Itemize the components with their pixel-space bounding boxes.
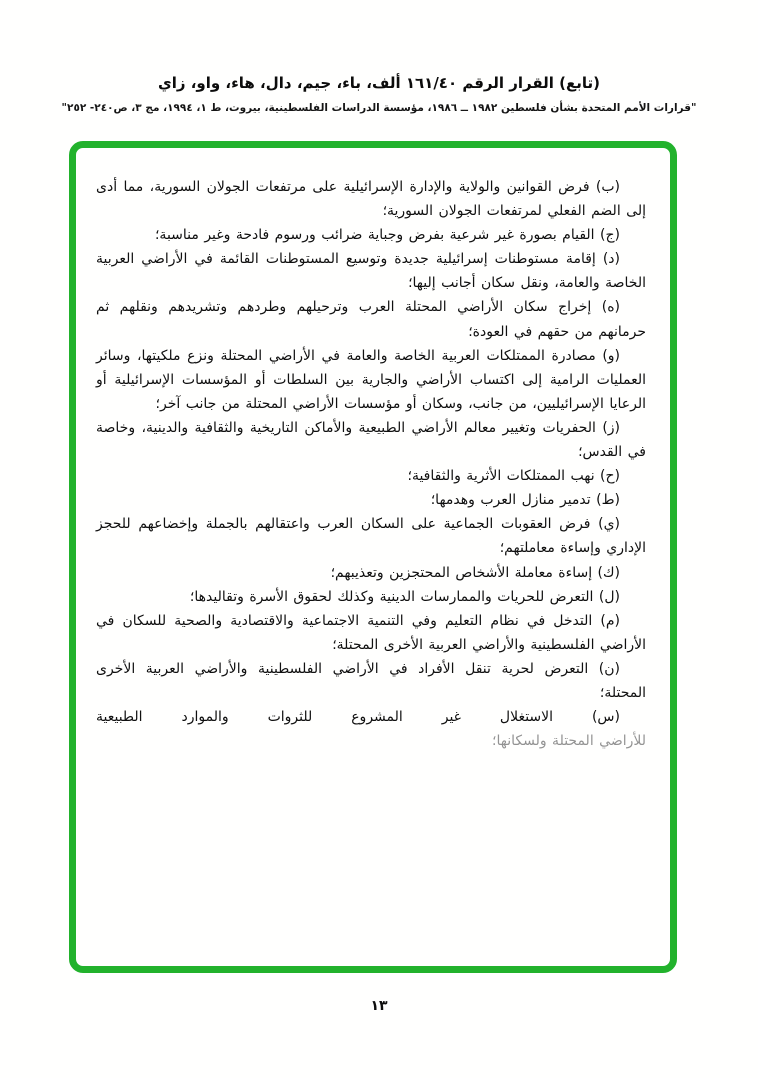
clause-kaf: (ك) إساءة معاملة الأشخاص المحتجزين وتعذيبهم؛ — [330, 564, 620, 581]
clause-hha: (ح) نهب الممتلكات الأثرية والثقافية؛ — [407, 468, 620, 485]
resolution-title: (تابع) القرار الرقم ١٦١/٤٠ ألف، باء، جيم، دال، هاء، واو، زاي — [157, 74, 601, 92]
clause-tta: (ط) تدمير منازل العرب وهدمها؛ — [430, 492, 620, 509]
clause-dal: (د) إقامة مستوطنات إسرائيلية جديدة وتوسيع المستوطنات القائمة في الأراضي العربية الخاصة والعامة، ونقل سكان أجانب إليها؛ — [96, 251, 646, 292]
clause-waw: (و) مصادرة الممتلكات العربية الخاصة والعامة في الأراضي المحتلة ونزع ملكيتها، وسائر العمليات الرامية إلى اكتساب الأراضي والجارية بين السلطات أو المؤسسات الإسرائيلية أو الرعايا الإسرائيليين، من جانب، وسكان أو مؤسسات الأراضي المحتلة من جانب آخر؛ — [96, 347, 646, 412]
clause-ba: (ب) فرض القوانين والولاية والإدارة الإسرائيلية على مرتفعات الجولان السورية، مما أدى إلى الضم الفعلي لمرتفعات الجولان السورية؛ — [96, 179, 646, 220]
clause-ha: (ه) إخراج سكان الأراضي المحتلة العرب وترحيلهم وطردهم وتشريدهم ونقلهم ثم حرمانهم من حقهم في العودة؛ — [96, 299, 646, 340]
resolution-body — [76, 148, 670, 966]
page-number: ١٣ — [370, 998, 388, 1014]
clause-ya: (ي) فرض العقوبات الجماعية على السكان العرب واعتقالهم بالجملة وإخضاعهم للحجز الإداري وإساءة معاملتهم؛ — [96, 516, 646, 557]
clause-sin: (س) الاستغلال غير المشروع للثروات والموارد الطبيعية — [96, 709, 620, 726]
clause-sin-continuation: للأراضي المحتلة ولسكانها؛ — [492, 733, 646, 750]
clause-mim: (م) التدخل في نظام التعليم وفي التنمية الاجتماعية والاقتصادية والصحية للسكان في الأراضي الفلسطينية والأراضي العربية الأخرى المحتلة؛ — [96, 612, 646, 653]
content-frame — [69, 141, 677, 973]
clause-jim: (ج) القيام بصورة غير شرعية بفرض وجباية ضرائب ورسوم فادحة وغير مناسبة؛ — [154, 227, 620, 244]
source-citation: "قرارات الأمم المتحدة بشأن فلسطين ١٩٨٢ ــ ١٩٨٦، مؤسسة الدراسات الفلسطينية، بيروت، ط ١، ١٩٩٤، مج ٣، ص٢٤٠- ٢٥٢" — [61, 102, 697, 114]
clause-zay: (ز) الحفريات وتغيير معالم الأراضي الطبيعية والأماكن التاريخية والثقافية والدينية، وخاصة في القدس؛ — [96, 419, 646, 461]
clause-lam: (ل) التعرض للحريات والممارسات الدينية وكذلك لحقوق الأسرة وتقاليدها؛ — [189, 588, 620, 605]
clause-nun: (ن) التعرض لحرية تنقل الأفراد في الأراضي الفلسطينية والأراضي العربية الأخرى المحتلة؛ — [96, 660, 646, 701]
